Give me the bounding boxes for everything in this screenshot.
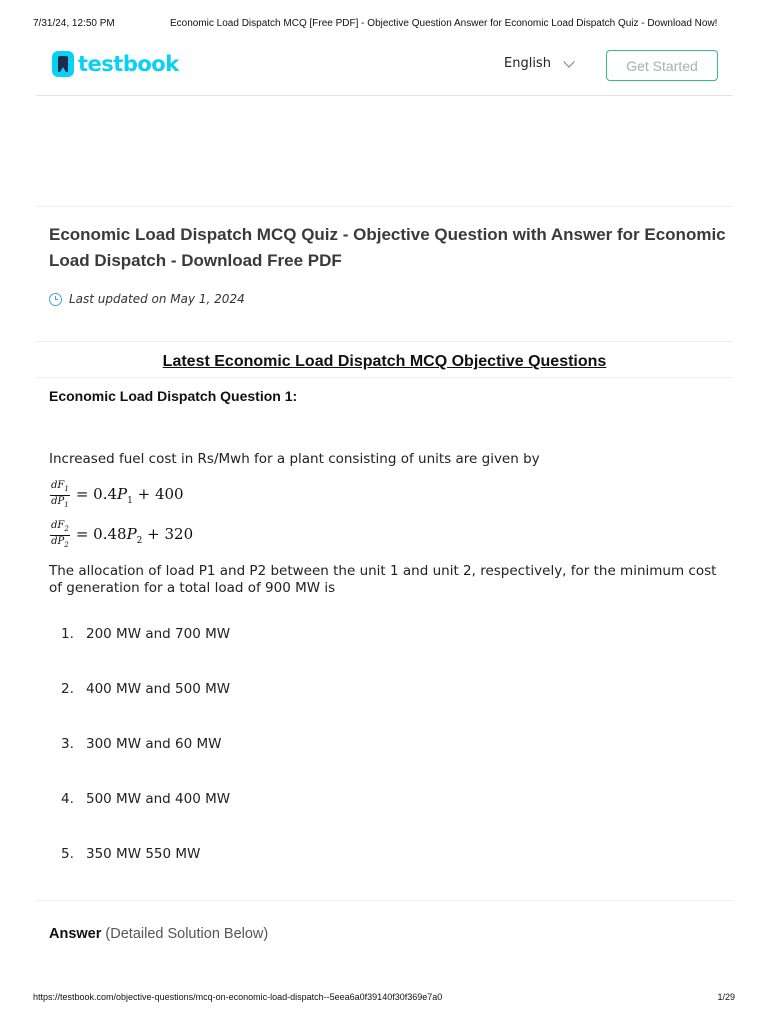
print-page-number: 1/29 [717, 992, 735, 1002]
testbook-logo[interactable] [52, 51, 179, 77]
answer-section[interactable] [49, 926, 268, 942]
option-3[interactable]: 3. 300 MW and 60 MW [61, 736, 222, 752]
answer-label: Answer [49, 926, 102, 942]
print-timestamp: 7/31/24, 12:50 PM [33, 18, 115, 29]
question-body: The allocation of load P1 and P2 between the unit 1 and unit 2, respectively, for the minimum cost of generation for a total load of 900 MW is [49, 563, 717, 596]
equation-2: $\frac{dF_2}{dP_2}$ = $0.48P_2 + 320$ [51, 520, 194, 549]
option-text: 350 MW 550 MW [86, 846, 201, 862]
get-started-button[interactable]: Get Started [606, 50, 718, 81]
divider [36, 900, 733, 901]
option-2[interactable]: 2. 400 MW and 500 MW [61, 681, 231, 697]
last-updated [49, 292, 245, 306]
clock-icon [49, 293, 62, 306]
print-page-title: Economic Load Dispatch MCQ [Free PDF] - Objective Question Answer for Economic Load Dispatch Quiz - Download Now! [170, 18, 718, 29]
option-text: 200 MW and 700 MW [86, 626, 231, 642]
divider [36, 377, 733, 378]
chevron-down-icon [563, 56, 574, 67]
equation-1: $\frac{dF_1}{dP_1}$ = $0.4P_1 + 400$ [51, 480, 184, 509]
navbar [36, 46, 733, 96]
eq1-coefficient: = 0.4 [75, 485, 118, 503]
question-label: Economic Load Dispatch Question 1: [49, 388, 298, 404]
option-text: 400 MW and 500 MW [86, 681, 231, 697]
language-label: English [504, 56, 551, 71]
print-url: https://testbook.com/objective-questions/mcq-on-economic-load-dispatch--5eea6a0f39140f30f369e7a0 [33, 992, 443, 1002]
print-header [33, 18, 738, 32]
print-footer [33, 992, 735, 1006]
options-list [61, 626, 230, 901]
question-intro: Increased fuel cost in Rs/Mwh for a plant consisting of units are given by [49, 451, 540, 467]
divider [36, 206, 733, 207]
last-updated-text: Last updated on May 1, 2024 [69, 292, 245, 306]
section-heading: Latest Economic Load Dispatch MCQ Objective Questions [162, 353, 607, 370]
page-title: Economic Load Dispatch MCQ Quiz - Objective Question with Answer for Economic Load Dispatch - Download Free PDF [49, 225, 726, 270]
eq2-constant: + 320 [147, 525, 194, 543]
option-text: 300 MW and 60 MW [86, 736, 222, 752]
eq2-coefficient: = 0.48 [75, 525, 127, 543]
testbook-logo-icon [52, 51, 74, 77]
option-text: 500 MW and 400 MW [86, 791, 231, 807]
language-selector[interactable] [504, 56, 573, 71]
divider [36, 341, 733, 342]
option-4[interactable]: 4. 500 MW and 400 MW [61, 791, 231, 807]
derivative-fraction: $\frac{dF_2}{dP_2}$ [51, 520, 69, 549]
eq1-constant: + 400 [137, 485, 184, 503]
option-1[interactable]: 1. 200 MW and 700 MW [61, 626, 231, 642]
option-5[interactable]: 5. 350 MW 550 MW [61, 846, 201, 862]
derivative-fraction: $\frac{dF_1}{dP_1}$ [51, 480, 69, 509]
detailed-solution-link[interactable]: (Detailed Solution Below) [105, 926, 269, 942]
logo-text: testbook [78, 52, 179, 76]
